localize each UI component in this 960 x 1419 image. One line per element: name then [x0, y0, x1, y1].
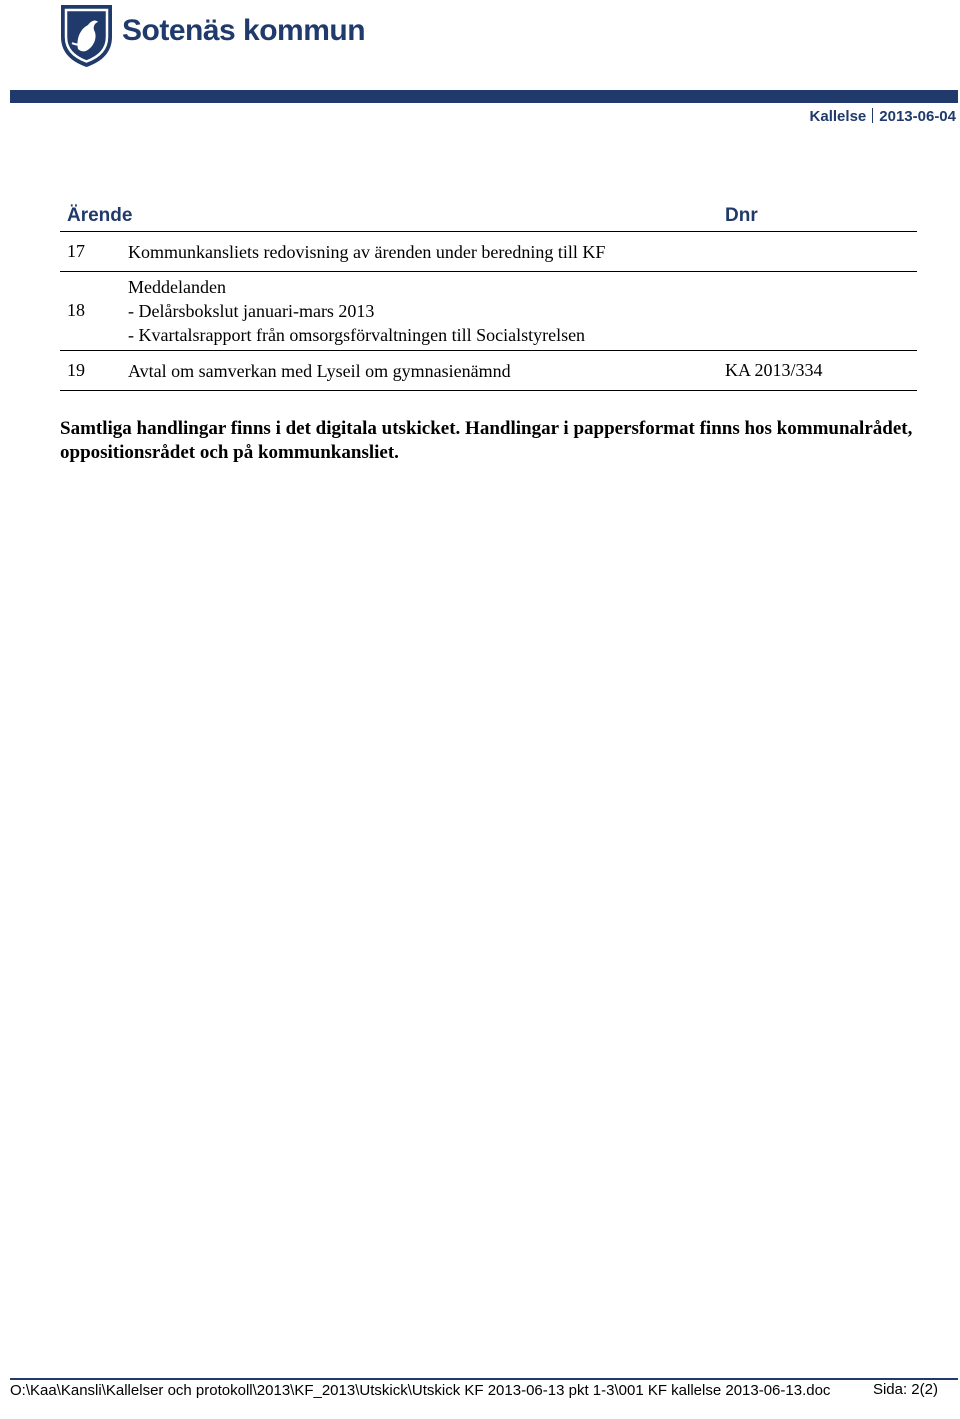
row-title: Avtal om samverkan med Lyseil om gymnasienämnd: [128, 361, 511, 381]
document-header: [810, 108, 956, 125]
table-rule: [60, 231, 917, 232]
row-subitem: - Kvartalsrapport från omsorgsförvaltningen till Socialstyrelsen: [128, 325, 586, 345]
row-number: 17: [67, 241, 85, 261]
header-bar: [10, 90, 958, 103]
coat-of-arms-icon: [58, 3, 115, 69]
row-title: Meddelanden: [128, 277, 226, 297]
file-path: O:\Kaa\Kansli\Kallelser och protokoll\2013\KF_2013\Utskick\Utskick KF 2013-06-13 pkt 1-3\001 KF kallelse 2013-06-13.doc: [10, 1382, 831, 1399]
row-number: 18: [67, 300, 85, 320]
page-number: Sida: 2(2): [872, 1381, 938, 1398]
header-divider: [872, 108, 873, 123]
row-number: 19: [67, 360, 85, 380]
footer-rule: [10, 1378, 958, 1380]
table-rule: [60, 350, 917, 351]
doc-date: 2013-06-04: [879, 108, 956, 125]
doc-type: Kallelse: [809, 108, 867, 125]
column-header-arende: Ärende: [67, 205, 133, 226]
table-rule: [60, 271, 917, 272]
municipality-logo: [58, 3, 418, 69]
table-rule: [60, 390, 917, 391]
distribution-note: Samtliga handlingar finns i det digitala utskicket. Handlingar i pappersformat finns hos kommunalrådet, oppositionsrådet och på kommunkansliet.: [60, 418, 913, 463]
logo-wordmark: Sotenäs kommun: [122, 14, 366, 47]
column-header-dnr: Dnr: [725, 205, 758, 226]
row-title: Kommunkansliets redovisning av ärenden under beredning till KF: [128, 242, 606, 262]
row-dnr: KA 2013/334: [725, 360, 823, 380]
row-subitem: - Delårsbokslut januari-mars 2013: [128, 301, 375, 321]
